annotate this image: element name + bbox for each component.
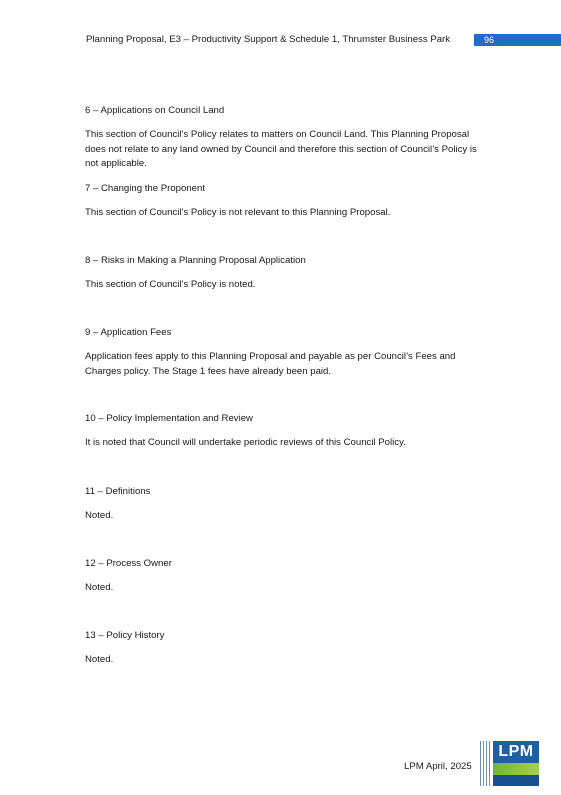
section-body-7: This section of Council’s Policy is not relevant to this Planning Proposal. <box>85 207 391 218</box>
section-body-12: Noted. <box>85 582 114 593</box>
logo-decorative-lines <box>480 741 490 786</box>
section-heading-10: 10 – Policy Implementation and Review <box>85 413 253 424</box>
section-body-10: It is noted that Council will undertake periodic reviews of this Council Policy. <box>85 437 406 448</box>
section-heading-9: 9 – Application Fees <box>85 327 172 338</box>
lpm-logo <box>493 741 539 786</box>
section-body-13: Noted. <box>85 654 114 665</box>
section-body-9: Application fees apply to this Planning Proposal and payable as per Council’s Fees and Charges policy. The Stage 1 fees have already been paid. <box>85 351 456 377</box>
section-heading-6: 6 – Applications on Council Land <box>85 105 225 116</box>
section-heading-13: 13 – Policy History <box>85 630 165 641</box>
page-number-badge: 96 <box>474 34 561 46</box>
section-heading-11: 11 – Definitions <box>85 486 151 497</box>
lpm-logo-blue-band <box>493 775 539 786</box>
section-body-11: Noted. <box>85 510 114 521</box>
section-heading-7: 7 – Changing the Proponent <box>85 183 206 194</box>
lpm-logo-text: LPM <box>493 741 539 763</box>
section-heading-8: 8 – Risks in Making a Planning Proposal Application <box>85 255 306 266</box>
header-title: Planning Proposal, E3 – Productivity Support & Schedule 1, Thrumster Business Park <box>86 34 451 45</box>
footer-date: LPM April, 2025 <box>404 761 472 772</box>
section-body-8: This section of Council’s Policy is noted. <box>85 279 256 290</box>
section-body-6: This section of Council’s Policy relates to matters on Council Land. This Planning Proposal does not relate to any land owned by Council and therefore this section of Council’s Policy is not applicable. <box>85 129 477 169</box>
section-heading-12: 12 – Process Owner <box>85 558 172 569</box>
lpm-logo-green-band <box>493 763 539 775</box>
